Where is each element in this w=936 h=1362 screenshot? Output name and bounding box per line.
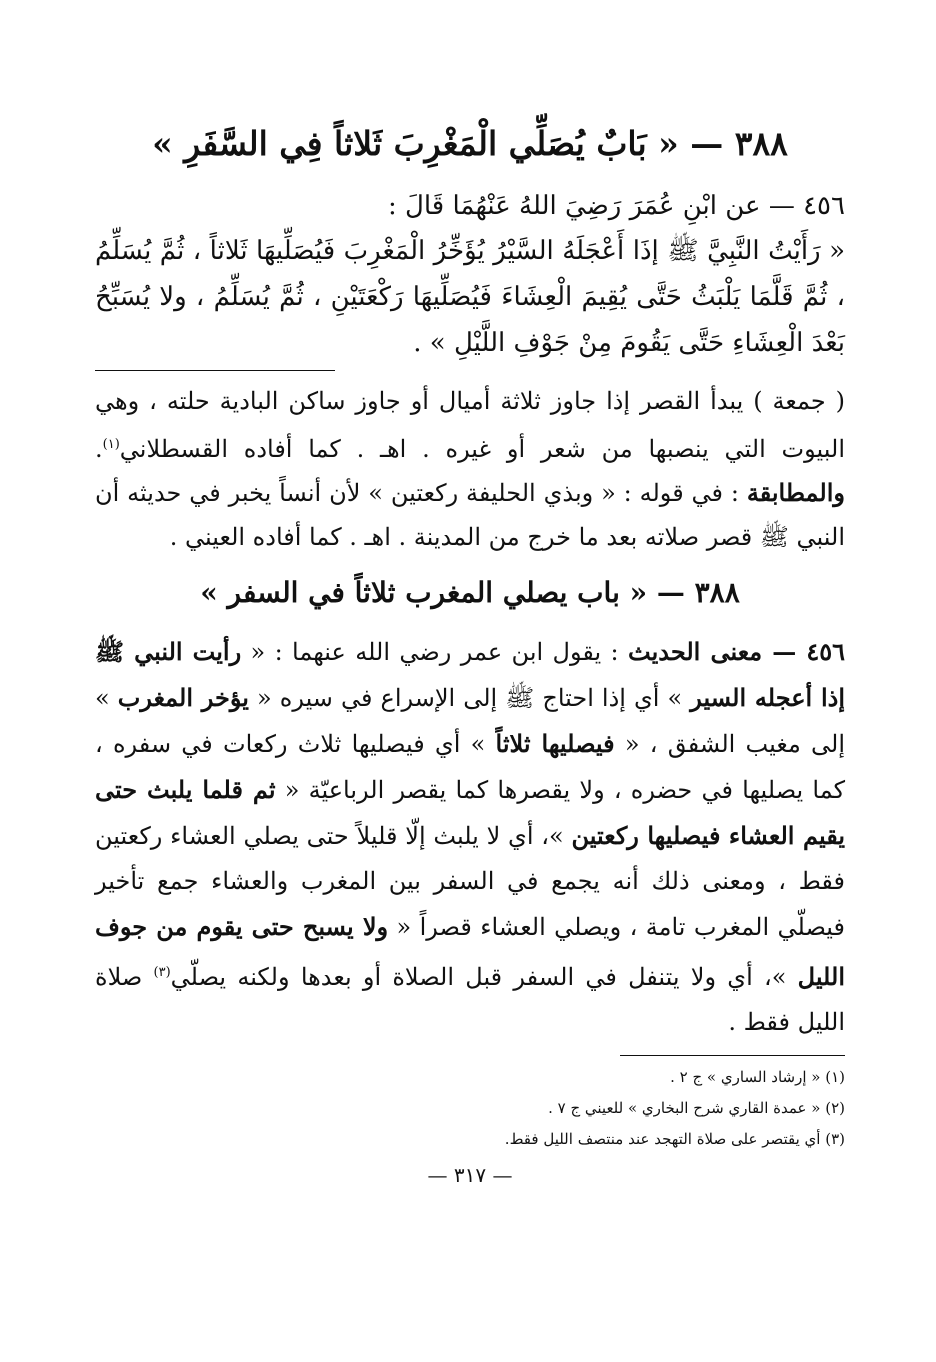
hadith-intro: ٤٥٦ — عن ابْنِ عُمَرَ رَضِيَ اللهُ عَنْهُمَا قَالَ :	[387, 191, 845, 221]
mutabaqa-label: والمطابقة	[746, 478, 845, 507]
page-content	[95, 118, 845, 1187]
footnote-mark-1: (١)	[102, 437, 120, 452]
footnote-1: (١) « إرشاد الساري » ج ٢ .	[670, 1068, 845, 1086]
page-number: — ٣١٧ —	[427, 1163, 513, 1187]
hadith-divider	[95, 370, 335, 371]
commentary-line1: ( جمعة ) يبدأ القصر إذا جاوز ثلاثة أميال أو جاوز ساكن البادية حلته ، وهي البيوت التي ينصبها من شعر أو غيره . اهـ . كما أفاده القسطلاني	[95, 387, 845, 463]
meaning-label: ٤٥٦ — معنى الحديث	[628, 637, 845, 666]
section-heading: ٣٨٨ — « باب يصلي المغرب ثلاثاً في السفر »	[200, 576, 740, 609]
footnote-2: (٢) « عمدة القاري شرح البخاري » للعيني ج ٧ .	[548, 1099, 845, 1117]
meaning-paragraph	[95, 629, 845, 1045]
meaning-s3: » إلى مغيب الشفق ، «	[95, 684, 846, 758]
footnote-3: (٣) أي يقتصر على صلاة التهجد عند منتصف الليل فقط.	[504, 1130, 845, 1148]
mutabaqa-text: : في قوله : « وبذي الحليفة ركعتين » لأن أنساً يخبر في حديثه أن النبي ﷺ قصر صلاته بعد ما خرج من المدينة . اهـ . كما أفاده العيني .	[95, 479, 845, 551]
chapter-heading: ٣٨٨ — « بَابٌ يُصَلِّي الْمَغْرِبَ ثَلاثاً فِي السَّفَرِ »	[152, 124, 788, 163]
meaning-b2: يؤخر المغرب	[117, 683, 249, 712]
meaning-b5: ولا يسبح حتى يقوم من جوف الليل	[95, 912, 845, 991]
meaning-b3: فيصليها ثلاثاً	[495, 729, 615, 758]
footnote-mark-3: (٣)	[153, 965, 171, 980]
meaning-s7: صلاة الليل فقط .	[95, 963, 845, 1036]
meaning-s2: » أي إذا احتاج ﷺ إلى الإسراع في سيره «	[257, 684, 683, 712]
commentary-paragraph	[95, 379, 845, 559]
meaning-s1: : يقول ابن عمر رضي الله عنهما : «	[250, 638, 619, 666]
meaning-s6: »، أي ولا يتنفل في السفر قبل الصلاة أو بعدها ولكنه يصلّي	[170, 963, 787, 991]
commentary-line1-end: .	[95, 435, 103, 463]
meaning-s5: »، أي لا يلبث إلّا قليلاً حتى يصلي العشاء ركعتين فقط ، ومعنى ذلك أنه يجمع في السفر بين المغرب والعشاء جمع تأخير فيصلّي المغرب تامة ، ويصلي العشاء قصراً «	[95, 822, 845, 941]
meaning-s4: » أي فيصليها ثلاث ركعات في سفره ، كما يصليها في حضره ، ولا يقصرها كما يقصر الرباعيّة «	[95, 730, 845, 804]
footnotes	[95, 1062, 845, 1155]
meaning-b1: رأيت النبي ﷺ إذا أعجله السير	[95, 637, 845, 712]
meaning-b4: ثم قلما يلبث حتى يقيم العشاء فيصليها ركعتين	[95, 775, 846, 850]
hadith-text: « رَأَيْتُ النَّبِيَّ ﷺ إذَا أَعْجَلَهُ السَّيْرُ يُؤَخِّرُ الْمَغْرِبَ فَيُصَلِّيهَا ثَلاثاً ، ثُمَّ يُسَلِّمُ ، ثُمَّ قَلَّمَا يَلْبَثُ حَتَّى يُقِيمَ الْعِشَاءَ فَيُصَلِّيهَا رَكْعَتَيْنِ ، ثُمَّ يُسَلِّمُ ، ولا يُسَبِّحُ بَعْدَ الْعِشَاءِ حَتَّى يَقُومَ مِنْ جَوْفِ اللَّيْلِ » .	[95, 236, 845, 358]
footnotes-divider	[620, 1055, 845, 1056]
